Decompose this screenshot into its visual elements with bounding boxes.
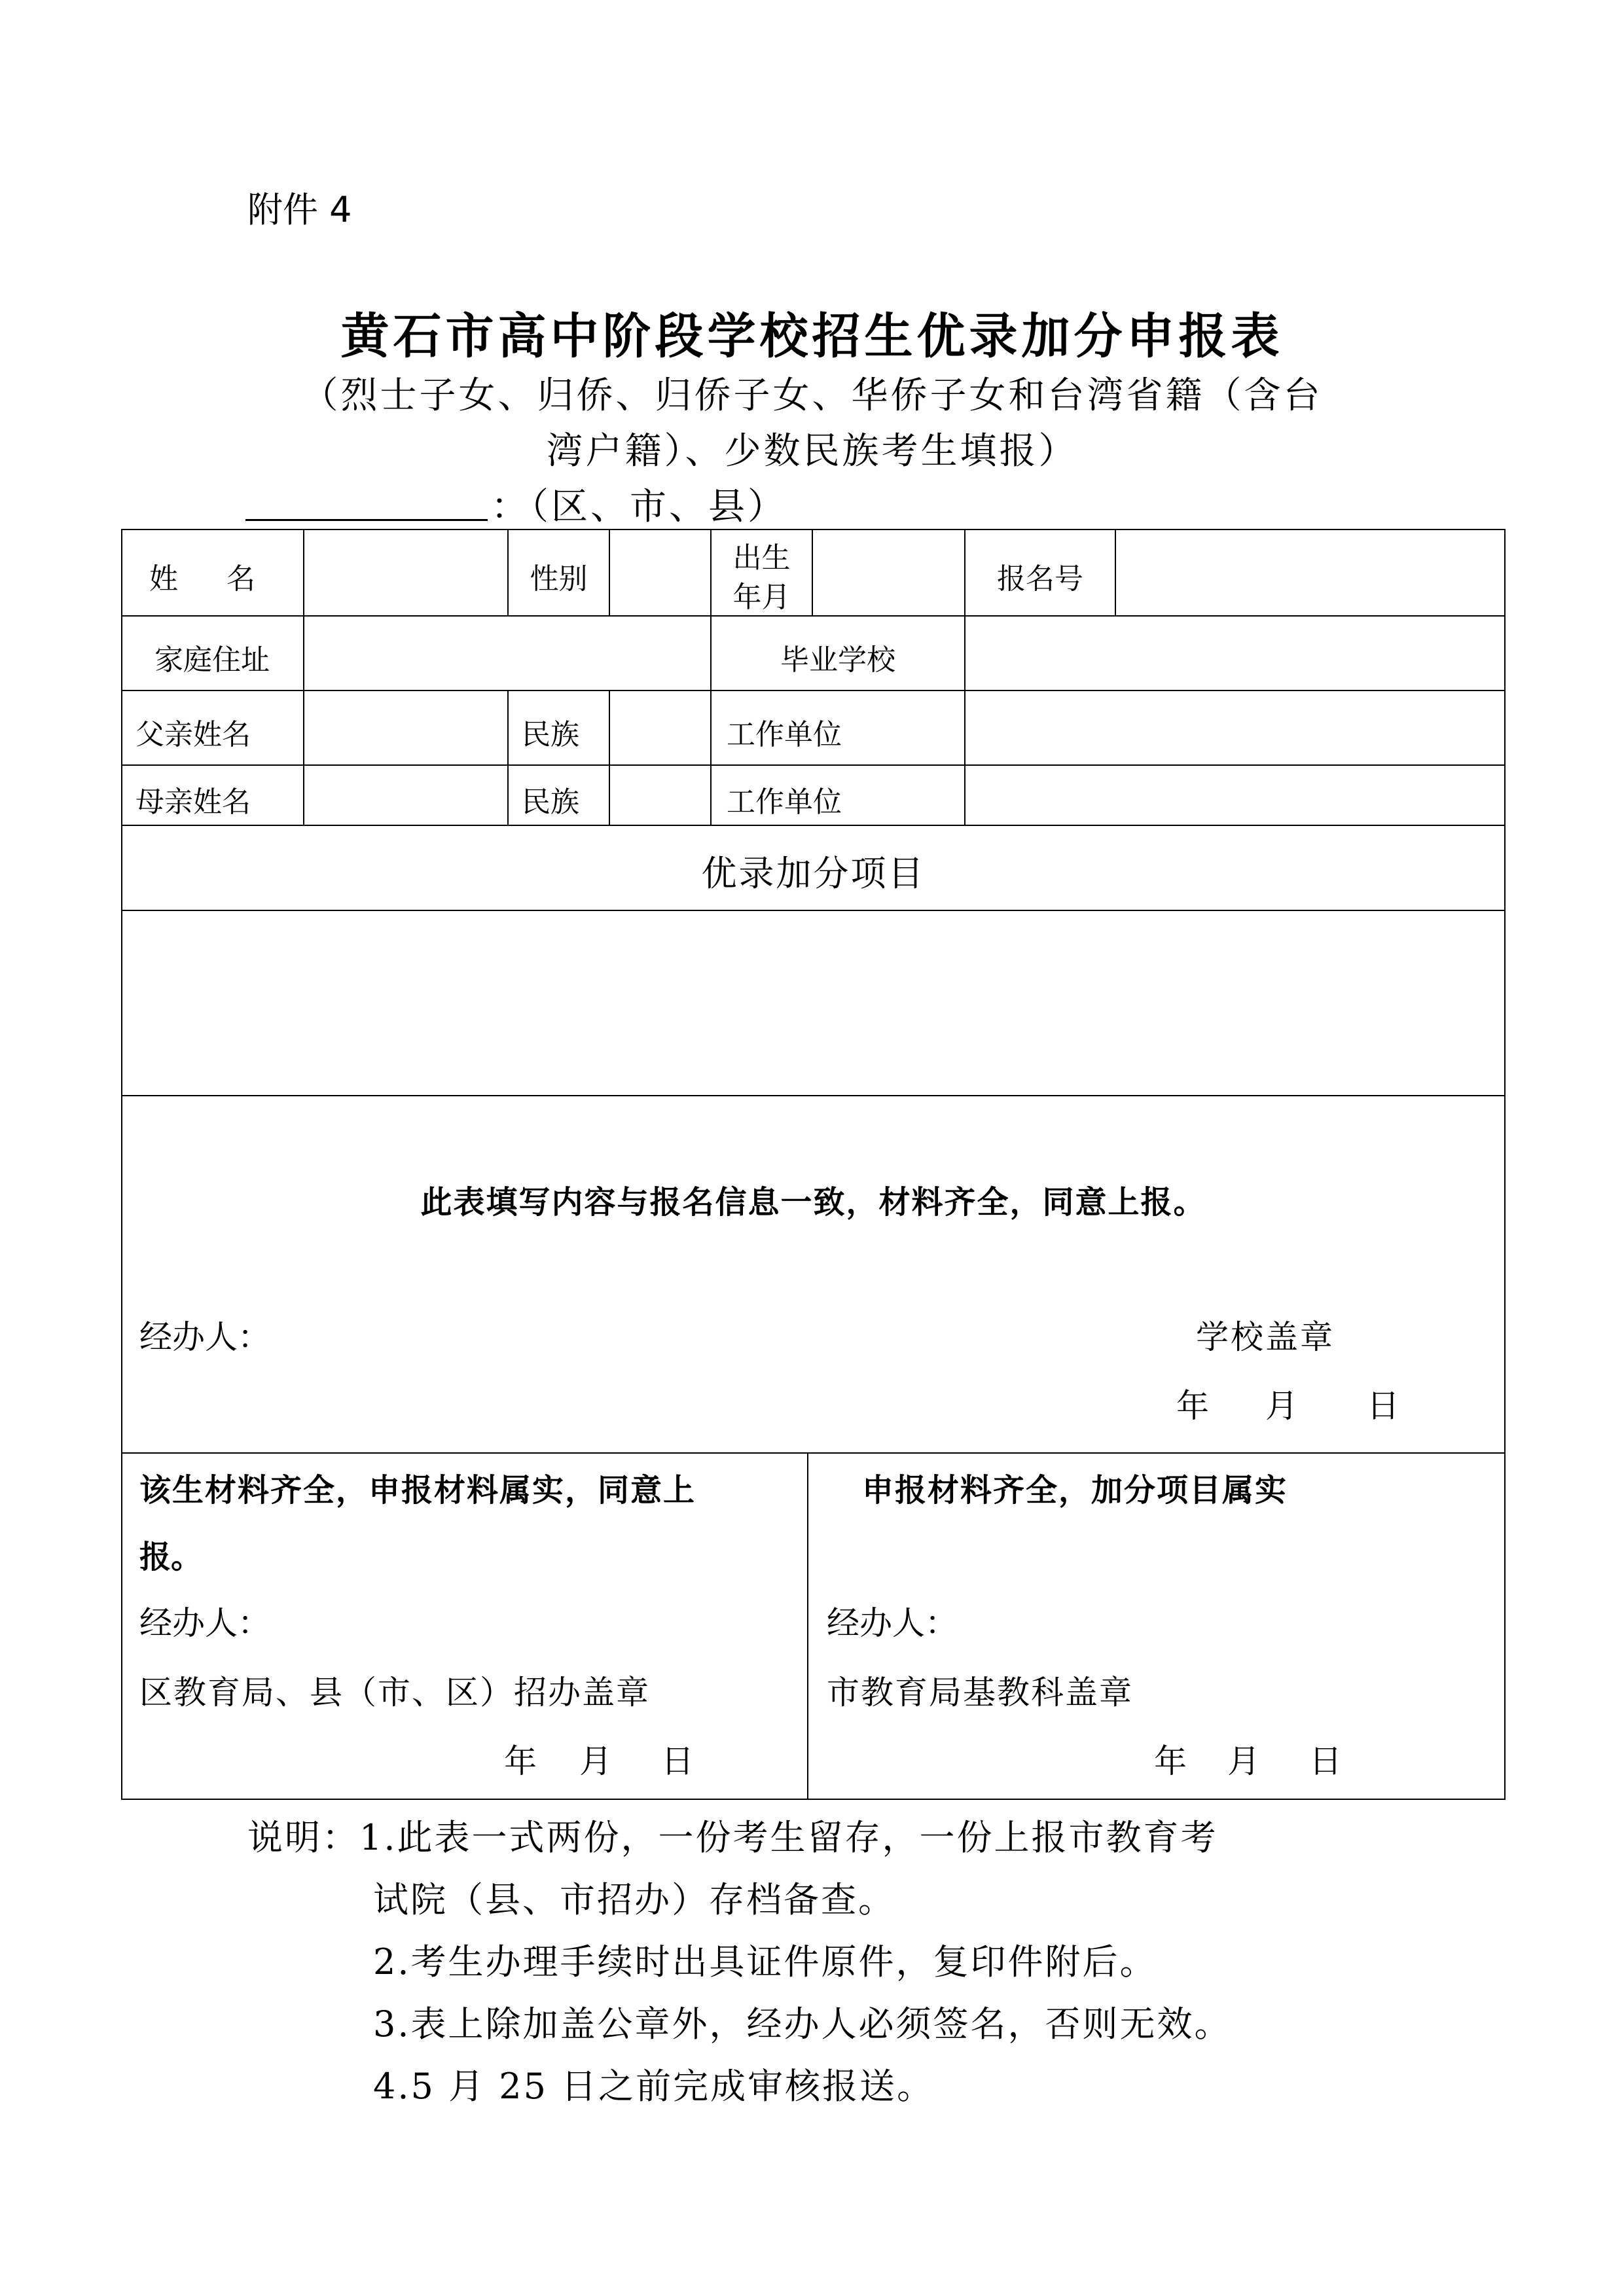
father-work-unit-label: 工作单位 <box>727 718 842 751</box>
gender-field[interactable] <box>610 530 709 614</box>
school-statement: 此表填写内容与报名信息一致，材料齐全，同意上报。 <box>420 1184 1206 1221</box>
district-date-day: 日 <box>661 1742 694 1780</box>
mother-name-field[interactable] <box>304 766 506 823</box>
notes-item-4: 4.5 月 25 日之前完成审核报送。 <box>373 2066 935 2107</box>
gender-label: 性别 <box>530 562 588 596</box>
attachment-label: 附件 4 <box>247 189 352 230</box>
mother-ethnicity-label: 民族 <box>522 785 579 819</box>
birth-field[interactable] <box>813 530 963 614</box>
reg-no-label: 报名号 <box>997 562 1083 596</box>
school-date-year: 年 <box>1176 1387 1209 1425</box>
bonus-items-field[interactable] <box>122 911 1504 1094</box>
notes-item-1-continued: 试院（县、市招办）存档备查。 <box>373 1879 895 1920</box>
grad-school-field[interactable] <box>965 617 1504 689</box>
city-seal-label: 市教育局基教科盖章 <box>827 1674 1133 1712</box>
father-ethnicity-field[interactable] <box>610 691 709 763</box>
bonus-section-title: 优录加分项目 <box>701 853 926 894</box>
mother-work-unit-field[interactable] <box>965 766 1504 823</box>
notes-item-1: 1.此表一式两份，一份考生留存，一份上报市教育考 <box>359 1817 1218 1858</box>
district-handler-label: 经办人： <box>139 1604 270 1642</box>
school-seal-label: 学校盖章 <box>1196 1318 1335 1356</box>
district-date-month: 月 <box>579 1742 612 1780</box>
city-date-day: 日 <box>1309 1742 1342 1780</box>
address-label: 家庭住址 <box>154 643 270 677</box>
mother-ethnicity-field[interactable] <box>610 766 709 823</box>
table-border-left <box>121 529 122 1799</box>
notes-line-1 <box>247 1806 1232 1869</box>
school-handler-label: 经办人： <box>139 1318 270 1356</box>
district-date-year: 年 <box>504 1742 537 1780</box>
notes-section <box>247 1806 1232 2117</box>
table-col-line <box>807 1452 808 1799</box>
subtitle-line-2: 湾户籍）、少数民族考生填报） <box>546 430 1078 473</box>
father-work-unit-field[interactable] <box>965 691 1504 763</box>
district-statement-line1: 该生材料齐全，申报材料属实，同意上 <box>139 1472 696 1509</box>
district-blank-field[interactable] <box>245 519 488 521</box>
name-label: 姓 名 <box>149 562 275 596</box>
notes-item-3: 3.表上除加盖公章外，经办人必须签名，否则无效。 <box>373 2003 1232 2045</box>
table-row-line <box>121 1095 1506 1096</box>
father-ethnicity-label: 民族 <box>522 718 579 751</box>
birth-label-line1: 出生 <box>732 541 791 575</box>
table-border-right <box>1504 529 1506 1799</box>
notes-item-2: 2.考生办理手续时出具证件原件，复印件附后。 <box>373 1941 1157 1982</box>
application-form-table <box>121 529 1506 1799</box>
school-date-month: 月 <box>1265 1387 1298 1425</box>
father-name-label: 父亲姓名 <box>135 718 251 751</box>
table-col-line <box>507 690 509 825</box>
birth-label-line2: 年月 <box>732 581 791 614</box>
address-field[interactable] <box>304 617 709 689</box>
mother-name-label: 母亲姓名 <box>135 785 251 819</box>
table-border-bottom <box>121 1799 1506 1800</box>
page-title: 黄石市高中阶段学校招生优录加分申报表 <box>340 308 1284 365</box>
notes-label: 说明： <box>247 1817 359 1858</box>
grad-school-label: 毕业学校 <box>780 643 895 677</box>
district-seal-label: 区教育局、县（市、区）招办盖章 <box>139 1674 650 1712</box>
reg-no-field[interactable] <box>1116 530 1504 614</box>
mother-work-unit-label: 工作单位 <box>727 785 842 819</box>
name-field[interactable] <box>304 530 506 614</box>
city-date-month: 月 <box>1227 1742 1260 1780</box>
table-row-line <box>121 825 1506 826</box>
city-statement: 申报材料齐全，加分项目属实 <box>862 1472 1288 1509</box>
city-date-year: 年 <box>1154 1742 1187 1780</box>
district-statement-line2: 报。 <box>139 1539 203 1575</box>
father-name-field[interactable] <box>304 691 506 763</box>
district-label: ：（区、市、县） <box>491 486 787 528</box>
school-date-day: 日 <box>1367 1387 1399 1425</box>
subtitle-line-1: （烈士子女、归侨、归侨子女、华侨子女和台湾省籍（含台 <box>301 374 1323 417</box>
table-row-line <box>121 1452 1506 1454</box>
city-handler-label: 经办人： <box>827 1604 958 1642</box>
